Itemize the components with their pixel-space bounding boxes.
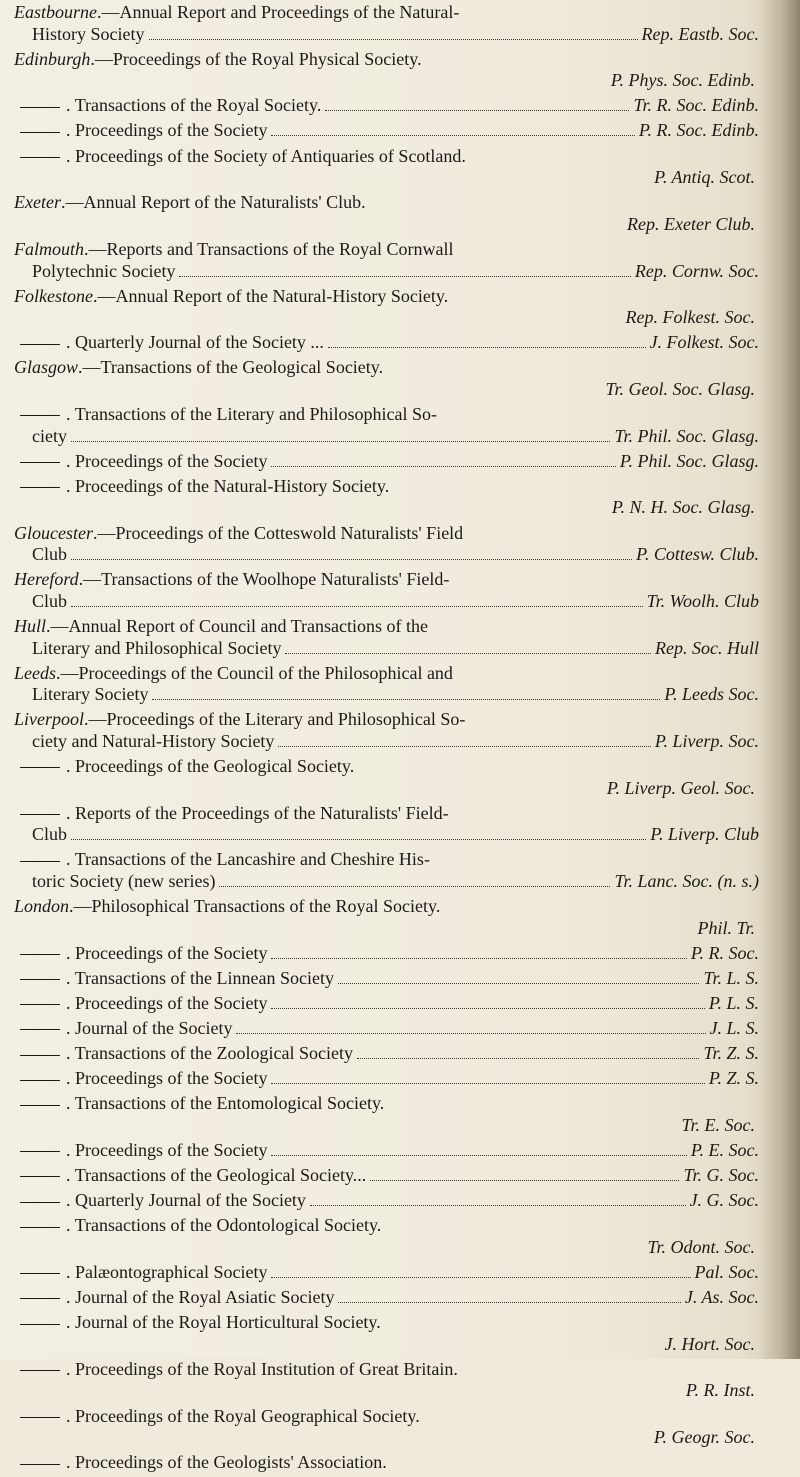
entry-line xyxy=(14,663,759,685)
bibliography-entry xyxy=(14,332,759,354)
bibliography-entry xyxy=(14,1287,759,1309)
ditto-separator: . xyxy=(66,450,75,471)
ditto-separator: . xyxy=(66,1018,75,1039)
entry-text: Proceedings of the Royal Institution of Great Britain. xyxy=(75,1358,458,1379)
entry-line xyxy=(14,544,759,566)
abbreviation: P. R. Soc. xyxy=(690,942,759,963)
abbreviation: Rep. Eastb. Soc. xyxy=(641,23,759,44)
dot-leader xyxy=(271,466,615,467)
place-separator: .— xyxy=(92,285,116,306)
entry-line xyxy=(14,824,759,846)
dot-leader xyxy=(338,1302,680,1303)
entry-line xyxy=(14,523,759,545)
ditto-dash xyxy=(20,1029,60,1030)
ditto-dash xyxy=(20,1202,60,1203)
dot-leader xyxy=(310,1205,686,1206)
bibliography-entry xyxy=(14,849,759,892)
entry-text: Proceedings of the Geological Society. xyxy=(75,756,355,776)
abbreviation: Rep. Exeter Club. xyxy=(627,213,755,234)
abbreviation: Rep. Cornw. Soc. xyxy=(634,260,759,281)
ditto-dash xyxy=(20,1227,60,1228)
entry-text: Annual Report of the Natural-History Society. xyxy=(115,285,449,306)
bibliography-entry xyxy=(14,404,759,447)
entry-text: Reports of the Proceedings of the Naturalists' Field- xyxy=(75,802,449,823)
dot-leader xyxy=(71,606,643,607)
ditto-separator: . xyxy=(66,1215,75,1236)
entry-text: ciety and Natural-History Society xyxy=(32,730,275,751)
entry-line xyxy=(14,286,759,308)
bibliography-entry xyxy=(14,2,759,45)
ditto-separator: . xyxy=(66,95,75,116)
place-name: Gloucester xyxy=(14,522,93,543)
ditto-separator: . xyxy=(66,942,75,963)
ditto-dash xyxy=(20,1105,60,1106)
bibliography-entry xyxy=(14,286,759,329)
entry-text: Literary and Philosophical Society xyxy=(32,637,282,658)
bibliography-entry xyxy=(14,1043,759,1065)
abbreviation: P. L. S. xyxy=(708,992,759,1013)
bibliography-entry xyxy=(14,1452,759,1474)
entry-text: Proceedings of the Royal Physical Society. xyxy=(112,48,422,69)
dot-leader xyxy=(71,559,632,560)
abbreviation: Tr. G. Soc. xyxy=(683,1165,759,1186)
ditto-separator: . xyxy=(66,849,75,870)
ditto-separator: . xyxy=(66,1190,75,1211)
place-separator: .— xyxy=(92,522,116,543)
entry-line xyxy=(14,849,759,871)
dot-leader xyxy=(71,441,610,442)
entry-text: Transactions of the Royal Society. xyxy=(74,95,322,116)
abbreviation: Tr. Z. S. xyxy=(703,1043,759,1064)
ditto-dash xyxy=(20,1298,60,1299)
abbreviation: P. Leeds Soc. xyxy=(664,684,759,705)
abbreviation: P. Geogr. Soc. xyxy=(653,1427,755,1448)
abbreviation: Tr. L. S. xyxy=(703,967,759,988)
abbreviation: J. Folkest. Soc. xyxy=(649,332,759,353)
entry-line xyxy=(14,1093,759,1115)
ditto-separator: . xyxy=(66,332,75,353)
abbreviation: Pal. Soc. xyxy=(694,1261,759,1282)
entry-line xyxy=(14,2,759,24)
dot-leader xyxy=(278,746,650,747)
ditto-dash xyxy=(20,1417,60,1418)
ditto-separator: . xyxy=(66,475,75,496)
bibliography-entry xyxy=(14,1165,759,1187)
ditto-separator: . xyxy=(66,1287,75,1308)
ditto-separator: . xyxy=(66,1068,75,1089)
ditto-separator: . xyxy=(66,120,75,141)
entry-text: Transactions of the Geological Society... xyxy=(74,1165,367,1186)
entry-text: Annual Report of the Naturalists' Club. xyxy=(83,192,366,213)
entry-text: History Society xyxy=(32,23,145,44)
ditto-separator: . xyxy=(66,1405,75,1426)
dot-leader xyxy=(328,347,646,348)
abbreviation: P. Cottesw. Club. xyxy=(636,544,759,565)
entry-line xyxy=(14,1262,759,1284)
entry-text: ciety xyxy=(32,425,67,446)
ditto-separator: . xyxy=(66,145,75,166)
bibliography-entry xyxy=(14,569,759,612)
bibliography-entry xyxy=(14,968,759,990)
entry-text: Palæontographical Society xyxy=(75,1261,268,1282)
abbreviation: Tr. E. Soc. xyxy=(681,1114,755,1135)
ditto-dash xyxy=(20,1080,60,1081)
abbreviation: P. Liverp. Club xyxy=(650,824,759,845)
bibliography-entry xyxy=(14,476,759,519)
place-name: Edinburgh xyxy=(14,48,91,69)
abbreviation: P. E. Soc. xyxy=(690,1140,759,1160)
ditto-dash xyxy=(20,415,60,416)
ditto-dash xyxy=(20,132,60,133)
ditto-dash xyxy=(20,767,60,768)
entry-text: Transactions of the Odontological Society. xyxy=(74,1215,382,1236)
place-separator: .— xyxy=(78,569,102,590)
ditto-separator: . xyxy=(66,992,75,1013)
entry-text: Journal of the Society xyxy=(75,1018,233,1039)
ditto-dash xyxy=(20,1151,60,1152)
entry-line xyxy=(14,1452,759,1474)
bibliography-entry xyxy=(14,1018,759,1040)
entry-line xyxy=(14,871,759,893)
ditto-separator: . xyxy=(66,1358,75,1379)
entry-text: Transactions of the Geological Society. xyxy=(100,357,384,378)
ditto-dash xyxy=(20,487,60,488)
abbreviation: J. L. S. xyxy=(709,1018,759,1039)
entry-line xyxy=(14,616,759,638)
entry-text: Transactions of the Woolhope Naturalists' Field- xyxy=(101,569,450,590)
ditto-separator: . xyxy=(66,1452,75,1473)
entry-text: toric Society (new series) xyxy=(32,870,216,891)
dot-leader xyxy=(149,39,638,40)
ditto-separator: . xyxy=(66,1140,75,1160)
ditto-dash xyxy=(20,462,60,463)
dot-leader xyxy=(285,653,651,654)
bibliography-list xyxy=(14,2,759,1477)
place-name: Hereford xyxy=(14,569,79,590)
bibliography-entry xyxy=(14,1215,759,1258)
bibliography-entry xyxy=(14,1190,759,1212)
entry-line xyxy=(14,1043,759,1065)
entry-text: Transactions of the Zoological Society xyxy=(74,1043,353,1064)
abbreviation: Phil. Tr. xyxy=(697,917,755,938)
bibliography-entry xyxy=(14,1140,759,1162)
entry-text: Polytechnic Society xyxy=(32,260,176,281)
dot-leader xyxy=(357,1058,699,1059)
entry-text: Proceedings of the Society xyxy=(75,942,268,963)
abbreviation: P. Liverp. Geol. Soc. xyxy=(606,777,755,798)
ditto-separator: . xyxy=(66,802,75,823)
entry-line xyxy=(14,1018,759,1040)
entry-text: Transactions of the Entomological Society. xyxy=(74,1093,385,1114)
entry-text: Proceedings of the Society xyxy=(75,992,268,1013)
place-name: Exeter xyxy=(14,192,61,213)
entry-text: Annual Report and Proceedings of the Natural- xyxy=(119,2,460,22)
place-name: London xyxy=(14,896,70,917)
entry-text: Transactions of the Lancashire and Cheshire His- xyxy=(74,849,430,870)
entry-line xyxy=(14,1068,759,1090)
entry-text: Transactions of the Literary and Philosophical So- xyxy=(74,404,437,425)
entry-text: Reports and Transactions of the Royal Cornwall xyxy=(106,238,454,259)
place-separator: .— xyxy=(97,2,120,22)
entry-line xyxy=(14,943,759,965)
abbreviation: P. Phys. Soc. Edinb. xyxy=(610,70,755,91)
bibliography-entry xyxy=(14,1093,759,1136)
ditto-dash xyxy=(20,1176,60,1177)
ditto-separator: . xyxy=(66,1261,75,1282)
entry-line xyxy=(14,731,759,753)
entry-line xyxy=(14,120,759,142)
bibliography-entry xyxy=(14,896,759,939)
dot-leader xyxy=(179,276,630,277)
bibliography-entry xyxy=(14,709,759,752)
bibliography-entry xyxy=(14,616,759,659)
ditto-separator: . xyxy=(66,1165,75,1186)
entry-line xyxy=(14,404,759,426)
place-name: Eastbourne xyxy=(14,2,97,22)
entry-line xyxy=(14,451,759,473)
entry-line xyxy=(14,638,759,660)
abbreviation: P. R. Soc. Edinb. xyxy=(638,120,759,141)
abbreviation: P. Antiq. Scot. xyxy=(654,167,755,188)
entry-text: Proceedings of the Society xyxy=(75,120,268,141)
entry-line xyxy=(14,192,759,214)
place-separator: .— xyxy=(56,662,79,683)
bibliography-entry xyxy=(14,663,759,706)
bibliography-entry xyxy=(14,943,759,965)
entry-text: Club xyxy=(32,824,68,845)
entry-text: Journal of the Royal Horticultural Society. xyxy=(75,1312,381,1333)
ditto-dash xyxy=(20,1273,60,1274)
bibliography-entry xyxy=(14,1262,759,1284)
entry-text: Philosophical Transactions of the Royal Society. xyxy=(91,896,441,917)
entry-text: Proceedings of the Royal Geographical Society. xyxy=(75,1405,420,1426)
entry-text: Proceedings of the Natural-History Society. xyxy=(75,475,390,496)
ditto-separator: . xyxy=(66,756,75,776)
entry-line xyxy=(14,1312,759,1334)
entry-line xyxy=(14,24,759,46)
dot-leader xyxy=(219,886,610,887)
abbreviation: P. R. Inst. xyxy=(685,1380,755,1401)
bibliography-entry xyxy=(14,192,759,235)
bibliography-entry xyxy=(14,803,759,846)
place-separator: .— xyxy=(84,709,107,730)
ditto-dash xyxy=(20,1055,60,1056)
bibliography-entry xyxy=(14,756,759,799)
entry-text: Club xyxy=(32,544,68,565)
entry-line xyxy=(14,1165,759,1187)
entry-line xyxy=(14,239,759,261)
ditto-dash xyxy=(20,1370,60,1371)
bibliography-entry xyxy=(14,95,759,117)
entry-text: Proceedings of the Council of the Philosophical and xyxy=(78,662,453,683)
bibliography-entry xyxy=(14,1359,759,1402)
abbreviation: Tr. R. Soc. Edinb. xyxy=(633,95,759,116)
ditto-dash xyxy=(20,1004,60,1005)
entry-line xyxy=(14,1406,759,1428)
abbreviation: P. Liverp. Soc. xyxy=(654,730,759,751)
abbreviation: Rep. Soc. Hull xyxy=(655,637,759,658)
dot-leader xyxy=(271,1155,686,1156)
dot-leader xyxy=(71,839,646,840)
entry-text: Journal of the Royal Asiatic Society xyxy=(75,1287,335,1308)
page-edge-shadow xyxy=(760,0,800,1359)
dot-leader xyxy=(271,135,634,136)
abbreviation: P. Z. S. xyxy=(708,1068,759,1089)
place-separator: .— xyxy=(90,48,113,69)
entry-text: Proceedings of the Geologists' Association. xyxy=(75,1452,387,1473)
entry-line xyxy=(14,49,759,71)
abbreviation: Tr. Phil. Soc. Glasg. xyxy=(614,425,759,446)
entry-line xyxy=(14,426,759,448)
entry-line xyxy=(14,756,759,778)
entry-line xyxy=(14,1287,759,1309)
bibliography-entry xyxy=(14,49,759,92)
entry-line xyxy=(14,146,759,168)
entry-text: Proceedings of the Society of Antiquaries of Scotland. xyxy=(75,145,466,166)
entry-text: Annual Report of Council and Transactions of the xyxy=(68,615,428,636)
abbreviation: P. N. H. Soc. Glasg. xyxy=(611,497,755,518)
entry-text: Proceedings of the Society xyxy=(75,1068,268,1089)
entry-line xyxy=(14,476,759,498)
bibliography-entry xyxy=(14,120,759,142)
entry-line xyxy=(14,569,759,591)
ditto-dash xyxy=(20,1324,60,1325)
place-separator: .— xyxy=(78,357,101,378)
entry-line xyxy=(14,1140,759,1162)
bibliography-entry xyxy=(14,146,759,189)
abbreviation: J. G. Soc. xyxy=(689,1190,759,1211)
entry-line xyxy=(14,332,759,354)
abbreviation: Tr. Woolh. Club xyxy=(646,590,759,611)
ditto-separator: . xyxy=(66,1043,75,1064)
bibliography-entry xyxy=(14,1068,759,1090)
bibliography-entry xyxy=(14,239,759,282)
abbreviation: J. Hort. Soc. xyxy=(664,1333,755,1354)
entry-line xyxy=(14,709,759,731)
entry-text: Transactions of the Linnean Society xyxy=(74,967,334,988)
entry-line xyxy=(14,1215,759,1237)
dot-leader xyxy=(236,1033,705,1034)
abbreviation: Tr. Geol. Soc. Glasg. xyxy=(605,379,755,399)
bibliography-entry xyxy=(14,1406,759,1449)
place-name: Falmouth xyxy=(14,238,84,259)
dot-leader xyxy=(271,1008,704,1009)
ditto-separator: . xyxy=(66,967,75,988)
bibliography-entry xyxy=(14,451,759,473)
ditto-separator: . xyxy=(66,1312,75,1333)
abbreviation: P. Phil. Soc. Glasg. xyxy=(619,450,759,471)
dot-leader xyxy=(325,110,629,111)
entry-line xyxy=(14,1359,759,1381)
dot-leader xyxy=(152,699,660,700)
dot-leader xyxy=(271,1083,704,1084)
ditto-dash xyxy=(20,954,60,955)
entry-line xyxy=(14,968,759,990)
place-name: Leeds xyxy=(14,662,56,683)
place-name: Glasgow xyxy=(14,357,79,378)
entry-line xyxy=(14,261,759,283)
place-separator: .— xyxy=(60,192,84,213)
bibliography-entry xyxy=(14,1312,759,1355)
place-separator: .— xyxy=(46,615,69,636)
place-separator: .— xyxy=(84,238,107,259)
dot-leader xyxy=(271,958,686,959)
entry-text: Proceedings of the Society xyxy=(75,1140,268,1160)
entry-line xyxy=(14,95,759,117)
abbreviation: Rep. Folkest. Soc. xyxy=(625,307,755,328)
entry-line xyxy=(14,993,759,1015)
entry-text: Proceedings of the Society xyxy=(75,450,268,471)
entry-text: Quarterly Journal of the Society ... xyxy=(75,332,324,353)
entry-text: Literary Society xyxy=(32,684,149,705)
entry-text: Proceedings of the Literary and Philosophical So- xyxy=(106,709,466,730)
place-separator: .— xyxy=(69,896,92,917)
dot-leader xyxy=(271,1277,690,1278)
ditto-dash xyxy=(20,157,60,158)
entry-line xyxy=(14,896,759,918)
abbreviation: J. As. Soc. xyxy=(684,1287,759,1308)
ditto-dash xyxy=(20,107,60,108)
place-name: Folkestone xyxy=(14,285,93,306)
abbreviation: Tr. Odont. Soc. xyxy=(647,1236,755,1257)
entry-line xyxy=(14,591,759,613)
entry-line xyxy=(14,1190,759,1212)
ditto-dash xyxy=(20,814,60,815)
entry-line xyxy=(14,357,759,379)
ditto-separator: . xyxy=(66,404,75,425)
ditto-dash xyxy=(20,861,60,862)
entry-line xyxy=(14,684,759,706)
bibliography-entry xyxy=(14,523,759,566)
bibliography-entry xyxy=(14,357,759,400)
place-name: Liverpool xyxy=(14,709,84,730)
ditto-dash xyxy=(20,344,60,345)
abbreviation: Tr. Lanc. Soc. (n. s.) xyxy=(614,870,759,891)
entry-line xyxy=(14,803,759,825)
place-name: Hull xyxy=(14,615,47,636)
ditto-dash xyxy=(20,979,60,980)
ditto-separator: . xyxy=(66,1093,75,1114)
dot-leader xyxy=(370,1180,679,1181)
entry-text: Proceedings of the Cotteswold Naturalists' Field xyxy=(115,522,464,543)
dot-leader xyxy=(338,983,699,984)
bibliography-entry xyxy=(14,993,759,1015)
ditto-dash xyxy=(20,1464,60,1465)
entry-text: Quarterly Journal of the Society xyxy=(75,1190,306,1211)
entry-text: Club xyxy=(32,590,68,611)
